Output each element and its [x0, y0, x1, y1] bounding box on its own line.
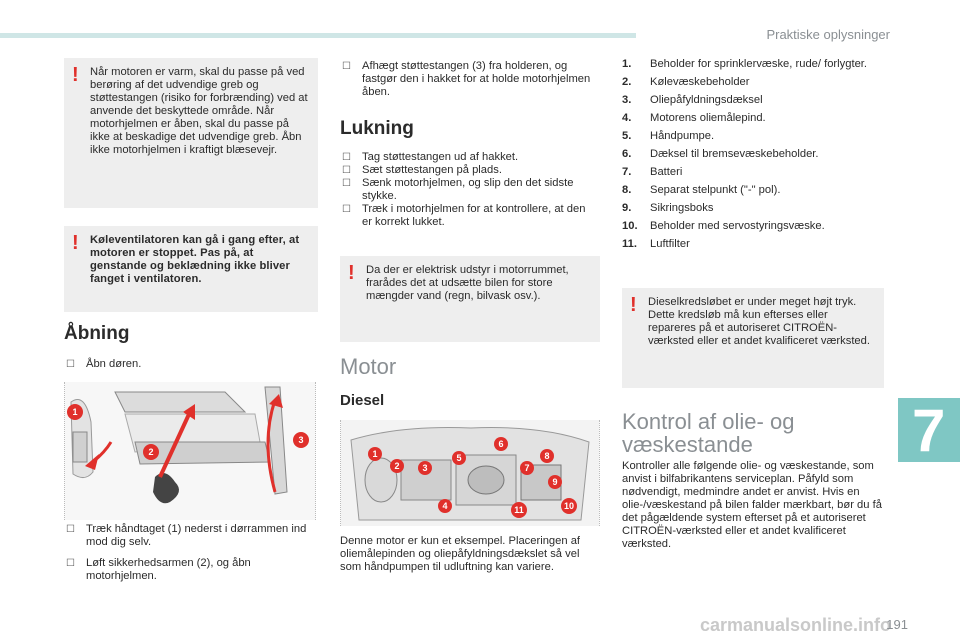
step-item: ☐ Løft sikkerhedsarmen (2), og åbn motorhjelmen.: [66, 557, 251, 582]
list-item: 6. Dæksel til bremsevæskebeholder.: [622, 148, 819, 160]
engine-callout-4-label: 4: [442, 501, 448, 511]
engine-callout-10-label: 10: [563, 501, 575, 511]
warning-icon: !: [72, 232, 79, 254]
callout-2-label: 2: [148, 447, 154, 457]
list-item: 3. Oliepåfyldningsdæksel: [622, 94, 763, 106]
engine-callout-8-label: 8: [544, 451, 550, 461]
warning-text: Da der er elektrisk udstyr i motorrummet, frarådes det at udsætte bilen for store mængder vand (regn, bilvask osv.).: [366, 264, 569, 302]
step-item: ☐ Sæt støttestangen på plads.: [342, 164, 502, 176]
engine-parts-list: [622, 58, 884, 256]
list-item: 10. Beholder med servostyringsvæske.: [622, 220, 825, 232]
opening-heading: Åbning: [64, 323, 130, 344]
checkbox-icon: ☐: [342, 204, 351, 215]
engine-callout-6-label: 6: [498, 439, 504, 449]
engine-figure: [340, 420, 600, 526]
check-heading: Kontrol af olie- og væskestande: [622, 409, 795, 457]
step-item: ☐ Afhægt støttestangen (3) fra holderen, og fastgør den i hakket for at holde motorhjelmen åben.: [342, 60, 591, 98]
prop-step: [340, 60, 596, 99]
warning-fan: [64, 226, 318, 312]
checkbox-icon: ☐: [342, 152, 351, 163]
warning-icon: !: [72, 64, 79, 86]
step-item: ☐ Åbn døren.: [66, 358, 142, 370]
checkbox-icon: ☐: [342, 165, 351, 176]
watermark: carmanualsonline.info: [700, 615, 892, 635]
check-text: Kontroller alle følgende olie- og væskestande, som anvist i bilfabrikantens serviceplan. Påfyld som nødvendigt, medmindre andet er anvist. Hvis en olie-/væskestand på bilen falder mærkbart, bør du få det pågældende system efterset på et autoriseret CITROËN-værksted eller et andet kvalificeret værksted.: [622, 460, 882, 550]
step-item: ☐ Træk håndtaget (1) nederst i dørrammen ind mod dig selv.: [66, 523, 307, 548]
warning-text: Dieselkredsløbet er under meget højt tryk. Dette kredsløb må kun efterses eller repareres på et autoriseret CITROËN-værksted eller et andet kvalificeret værksted.: [648, 296, 870, 347]
list-item: 5. Håndpumpe.: [622, 130, 715, 142]
warning-text: Når motoren er varm, skal du passe på ved berøring af det udvendige greb og støttestangen (risiko for forbrænding) ved at anvende det beskyttede område. Når motorhjelmen er åben, skal du passe på ikke at beskadige det udvendige greb. Åbn ikke motorhjelmen i kraftigt blæsevejr.: [90, 66, 308, 156]
engine-illustration: [341, 420, 599, 526]
engine-callout-1-label: 1: [372, 449, 378, 459]
engine-callout-5-label: 5: [456, 453, 462, 463]
list-item: 7. Batteri: [622, 166, 683, 178]
page-number: 191: [886, 617, 908, 632]
warning-icon: !: [348, 262, 355, 284]
section-title: Praktiske oplysninger: [766, 27, 890, 42]
engine-callout-9-label: 9: [552, 477, 558, 487]
hood-figure: [64, 382, 316, 520]
opening-steps-2: [64, 523, 320, 583]
list-item: 1. Beholder for sprinklervæske, rude/ forlygter.: [622, 58, 868, 70]
engine-callout-7-label: 7: [524, 463, 530, 473]
engine-callout-3-label: 3: [422, 463, 428, 473]
list-item: 2. Kølevæskebeholder: [622, 76, 750, 88]
hood-illustration: [65, 382, 315, 520]
header-bar: [0, 33, 636, 38]
warning-text: Køleventilatoren kan gå i gang efter, at motoren er stoppet. Pas på, at genstande og beklædning ikke bliver fanget i ventilatoren.: [90, 234, 300, 285]
list-item: 4. Motorens oliemålepind.: [622, 112, 766, 124]
closing-steps: [340, 151, 598, 229]
step-item: ☐ Sænk motorhjelmen, og slip den det sidste stykke.: [342, 177, 574, 202]
engine-callout-11-label: 11: [514, 505, 524, 515]
callout-3-label: 3: [298, 435, 304, 445]
motor-heading: Motor: [340, 354, 397, 379]
warning-hot-engine: [64, 58, 318, 208]
warning-water: [340, 256, 600, 342]
opening-steps-1: [64, 358, 320, 371]
chapter-number: 7: [912, 397, 946, 464]
checkbox-icon: ☐: [342, 178, 351, 189]
step-item: ☐ Træk i motorhjelmen for at kontrollere, at den er korrekt lukket.: [342, 203, 586, 228]
engine-disclaimer: Denne motor er kun et eksempel. Placeringen af oliemålepinden og oliepåfyldningsdækslet så vel som håndpumpen til udluftning kan variere.: [340, 535, 581, 573]
callout-1-label: 1: [72, 407, 78, 417]
chapter-tab: [898, 398, 960, 462]
list-item: 11. Luftfilter: [622, 238, 690, 250]
list-item: 9. Sikringsboks: [622, 202, 714, 214]
checkbox-icon: ☐: [342, 61, 351, 72]
diesel-heading: Diesel: [340, 392, 385, 409]
closing-heading: Lukning: [340, 118, 414, 139]
step-item: ☐ Tag støttestangen ud af hakket.: [342, 151, 519, 163]
warning-diesel: [622, 288, 884, 388]
list-item: 8. Separat stelpunkt ("-" pol).: [622, 184, 781, 196]
checkbox-icon: ☐: [66, 558, 75, 569]
engine-callout-2-label: 2: [394, 461, 400, 471]
checkbox-icon: ☐: [66, 359, 75, 370]
checkbox-icon: ☐: [66, 524, 75, 535]
warning-icon: !: [630, 294, 637, 316]
